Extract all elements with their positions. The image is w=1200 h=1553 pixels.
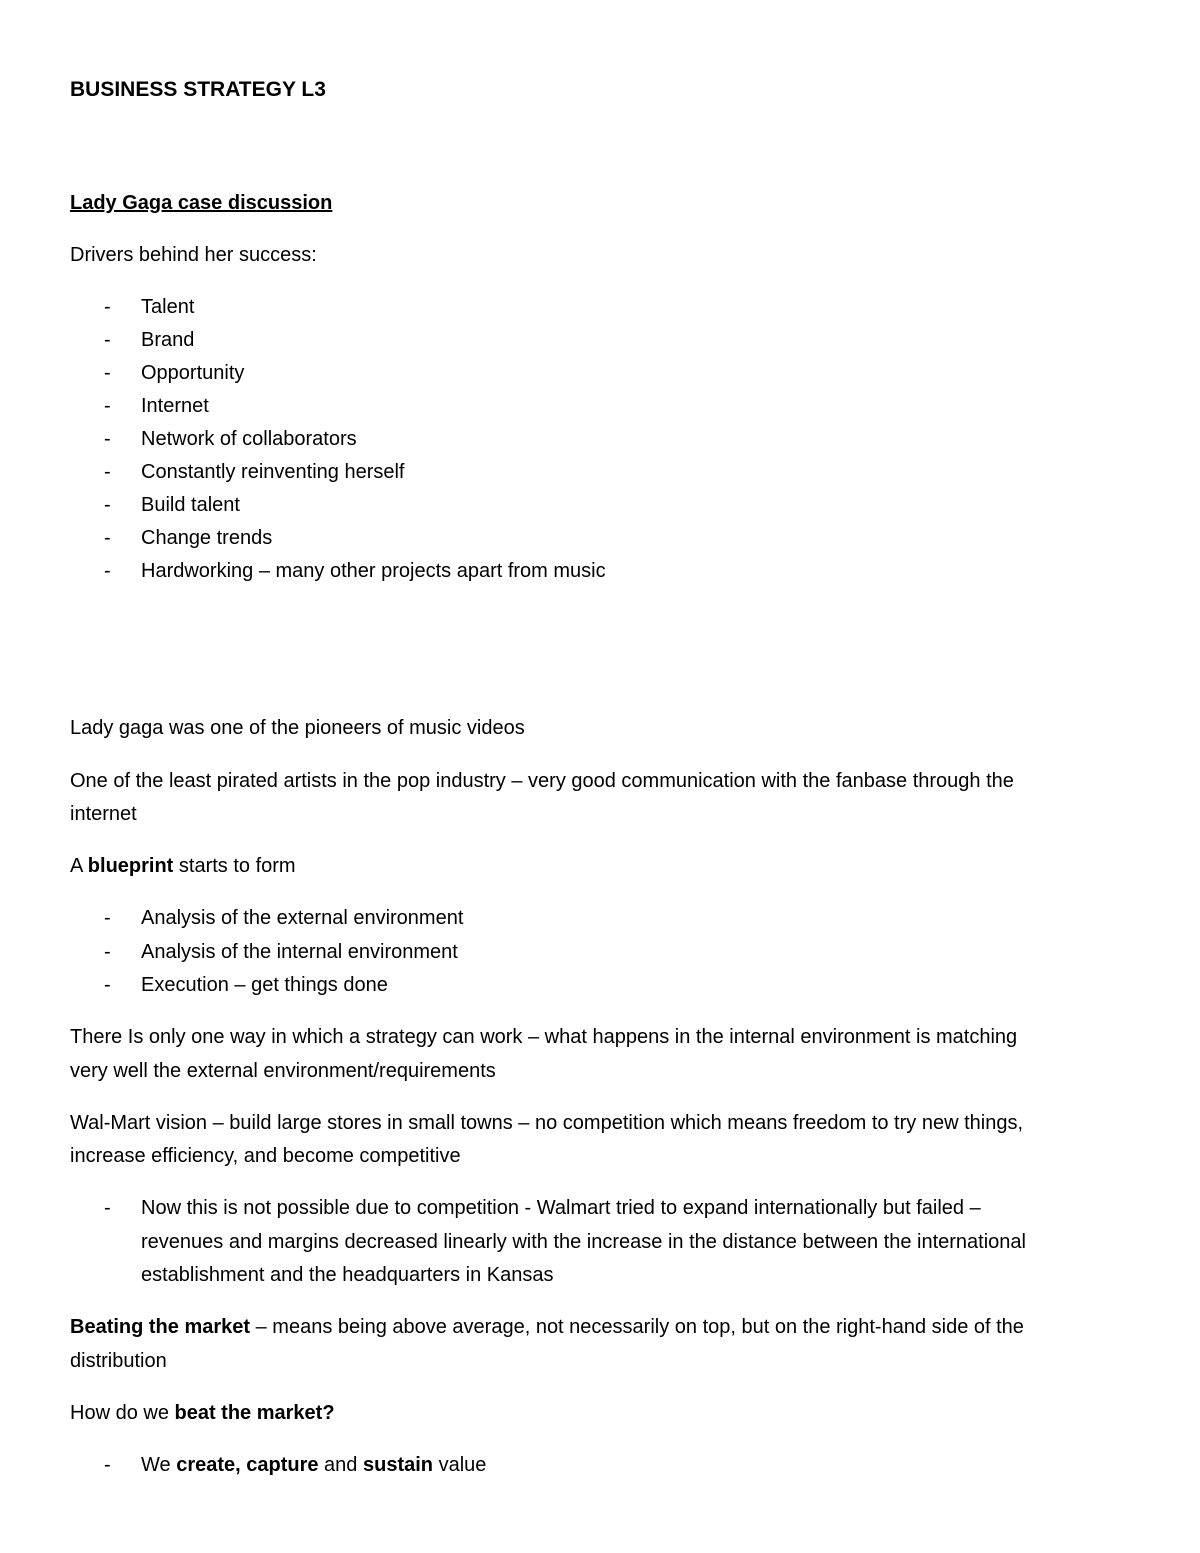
list-item-line2: revenues and margins decreased linearly with the increase in the distance between the international <box>141 1231 1026 1253</box>
bullet-dash: - <box>104 560 111 582</box>
bullet-dash: - <box>104 974 111 996</box>
bullet-dash: - <box>104 527 111 549</box>
bold-term: blueprint <box>87 855 174 877</box>
bullet-dash: - <box>104 907 111 929</box>
bullet-dash: - <box>104 941 111 963</box>
document-title: BUSINESS STRATEGY L3 <box>70 78 326 101</box>
paragraph-pioneers: Lady gaga was one of the pioneers of music videos <box>70 717 525 739</box>
list-item: Analysis of the external environment <box>141 907 464 929</box>
list-item: Hardworking – many other projects apart from music <box>141 560 606 582</box>
paragraph-pirated-line2: internet <box>70 803 137 825</box>
list-item: Network of collaborators <box>141 428 357 450</box>
list-item-line1: Now this is not possible due to competition - Walmart tried to expand internationally but failed – <box>141 1197 981 1219</box>
bullet-dash: - <box>104 362 111 384</box>
bold-term: Beating the market <box>70 1316 251 1338</box>
paragraph-strategy-line2: very well the external environment/requirements <box>70 1060 496 1082</box>
paragraph-pirated-line1: One of the least pirated artists in the pop industry – very good communication with the fanbase through the <box>70 770 1014 792</box>
text-run: starts to form <box>173 855 296 877</box>
bullet-dash: - <box>104 329 111 351</box>
bullet-dash: - <box>104 1197 111 1219</box>
drivers-intro: Drivers behind her success: <box>70 244 317 266</box>
paragraph-walmart-line2: increase efficiency, and become competitive <box>70 1145 461 1167</box>
paragraph-beating-line2: distribution <box>70 1350 167 1372</box>
text-run: We <box>141 1454 177 1476</box>
paragraph-beating-line1 <box>70 1315 1024 1339</box>
list-item: Talent <box>141 296 195 318</box>
paragraph-walmart-line1: Wal-Mart vision – build large stores in small towns – no competition which means freedom to try new things, <box>70 1112 1023 1134</box>
section-heading: Lady Gaga case discussion <box>70 192 333 214</box>
list-item: Internet <box>141 395 209 417</box>
bullet-dash: - <box>104 428 111 450</box>
list-item: Opportunity <box>141 362 245 384</box>
text-run: and <box>318 1454 363 1476</box>
text-run: How do we <box>70 1402 175 1424</box>
bullet-dash: - <box>104 296 111 318</box>
bullet-dash: - <box>104 395 111 417</box>
bold-term: beat the market? <box>174 1402 335 1424</box>
bullet-dash: - <box>104 494 111 516</box>
paragraph-how <box>70 1401 335 1425</box>
list-item: Brand <box>141 329 195 351</box>
list-item: Build talent <box>141 494 240 516</box>
list-item: Execution – get things done <box>141 974 388 996</box>
list-item <box>141 1453 486 1477</box>
paragraph-strategy-line1: There Is only one way in which a strategy can work – what happens in the internal environment is matching <box>70 1026 1018 1048</box>
text-run: A <box>70 855 88 877</box>
text-run: value <box>433 1454 487 1476</box>
bullet-dash: - <box>104 1454 111 1476</box>
bold-term: create, capture <box>176 1454 319 1476</box>
list-item-line3: establishment and the headquarters in Kansas <box>141 1264 554 1286</box>
list-item: Constantly reinventing herself <box>141 461 405 483</box>
paragraph-blueprint <box>70 854 296 878</box>
list-item: Analysis of the internal environment <box>141 941 458 963</box>
list-item: Change trends <box>141 527 273 549</box>
bold-term: sustain <box>362 1454 434 1476</box>
bullet-dash: - <box>104 461 111 483</box>
text-run: – means being above average, not necessarily on top, but on the right-hand side of the <box>250 1316 1024 1338</box>
